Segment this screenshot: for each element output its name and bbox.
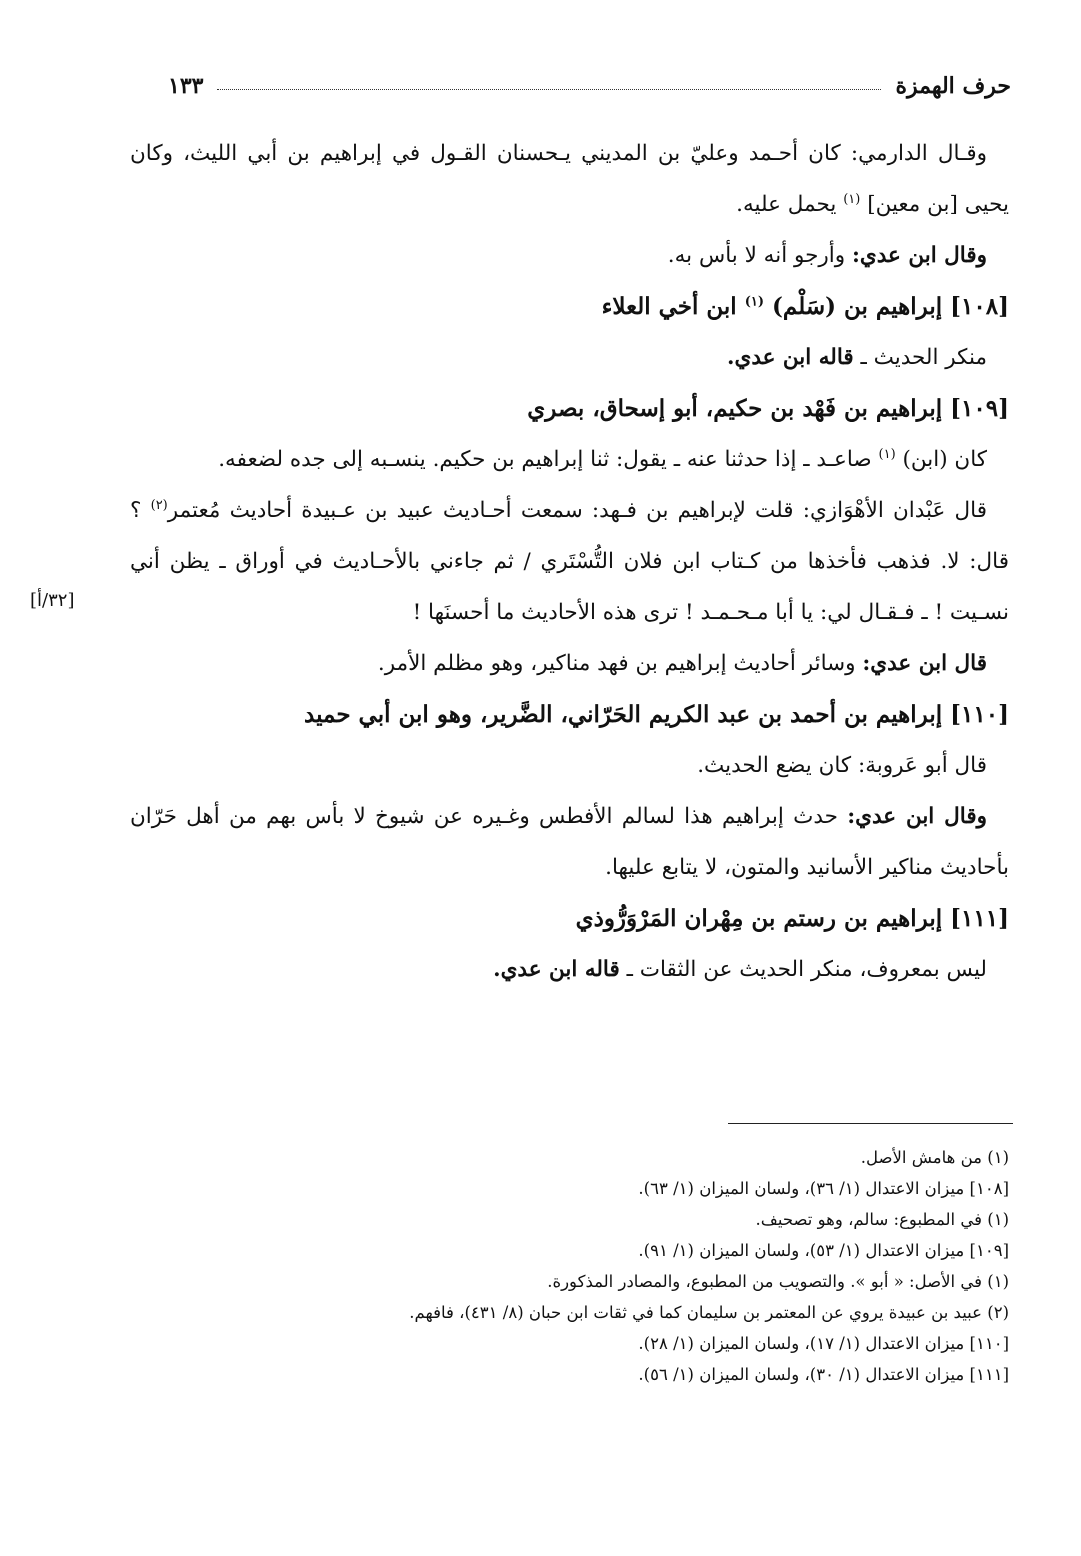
footnote-ref: (٢)	[150, 497, 168, 513]
footnote: (١) في الأصل: « أبو ». والتصويب من المطبوع، والمصادر المذكورة.	[547, 1272, 1009, 1291]
footnote: [١١١] ميزان الاعتدال (١/ ٣٠)، ولسان الميزان (١/ ٥٦).	[638, 1365, 1009, 1384]
speaker-label: وقال ابن عدي:	[851, 243, 987, 268]
footnote: (٢) عبيد بن عبيدة يروي عن المعتمر بن سليمان كما في ثقات ابن حبان (٨/ ٤٣١)، فافهم.	[409, 1303, 1009, 1322]
footnote-ref: (١)	[744, 294, 764, 310]
paragraph-108	[130, 332, 1009, 383]
footnote: [١١٠] ميزان الاعتدال (١/ ١٧)، ولسان الميزان (١/ ٢٨).	[638, 1334, 1009, 1353]
manuscript-folio-note: [٣٢/أ]	[30, 590, 75, 611]
speaker-label: قال ابن عدي:	[862, 651, 987, 676]
paragraph-text: ؟ قال: لا. فذهب فأخذها من كـتاب ابن فلان التُّسْتَري / ثم جاءني بالأحـاديث في أوراق ـ يظن أني نسـيت ! ـ فـقـال لي: يا أبا مـحـمـد ! ترى هذه الأحاديث ما أحسنَها !	[130, 498, 1009, 625]
entry-heading-108	[130, 281, 1009, 332]
paragraph-111	[130, 944, 1009, 995]
paragraph-text: يحمل عليه.	[736, 192, 837, 217]
paragraph-text: ليس بمعروف، منكر الحديث عن الثقات ـ	[626, 957, 987, 982]
paragraph-109	[130, 434, 1009, 485]
paragraph-text: منكر الحديث ـ	[860, 345, 987, 370]
footnote-separator	[728, 1123, 1013, 1124]
paragraph-text: وقـال الدارمي: كان أحـمد وعليّ بن المديني يـحسنان القـول في إبراهيم بن أبي الليث، وكان يحيى [بن معين]	[130, 141, 1009, 217]
paragraph-darimi	[130, 128, 1009, 230]
footnote: (١) من هامش الأصل.	[860, 1148, 1009, 1167]
paragraph-text: صاعـد ـ إذا حدثنا عنه ـ يقول: ثنا إبراهيم بن حكيم. ينسـبه إلى جده لضعفه.	[218, 447, 872, 472]
paragraph-text: حدث إبراهيم هذا لسالم الأفطس وغـيره عن شيوخ لا بأس بهم من أهل حَرّان بأحاديث مناكير الأسانيد والمتون، لا يتابع عليها.	[130, 804, 1009, 880]
header-rule	[217, 89, 881, 90]
entry-heading-111: [١١١] إبراهيم بن رستم بن مِهْران المَرْوَرُّوذي	[575, 905, 1009, 932]
entry-heading-109: [١٠٩] إبراهيم بن فَهْد بن حكيم، أبو إسحاق، بصري	[527, 395, 1009, 422]
paragraph-abdan	[130, 485, 1009, 638]
paragraph-text: وسائر أحاديث إبراهيم بن فهد مناكير، وهو مظلم الأمر.	[377, 651, 856, 676]
footnote-ref: (١)	[878, 446, 896, 462]
entry-title: [١٠٨] إبراهيم بن (سَلْم)	[772, 293, 1009, 320]
paragraph-text: كان (ابن)	[902, 447, 987, 472]
paragraph-ibn-adi-1	[130, 230, 1009, 281]
main-text	[130, 128, 1009, 995]
paragraph-abu-aruba: قال أبو عَروبة: كان يضع الحديث.	[697, 753, 987, 778]
speaker-label: وقال ابن عدي:	[847, 804, 987, 829]
footnote: (١) في المطبوع: سالم، وهو تصحيف.	[755, 1210, 1009, 1229]
footnotes	[130, 1142, 1009, 1390]
paragraph-text: قال عَبْدان الأهْوَازي: قلت لإبراهيم بن فـهد: سمعت أحـاديث عبيد بن عـبيدة أحاديث مُعتمر	[167, 498, 987, 523]
attribution: قاله ابن عدي.	[493, 957, 620, 982]
running-header	[168, 66, 1011, 106]
paragraph-text: وأرجو أنه لا بأس به.	[667, 243, 846, 268]
entry-heading-110: [١١٠] إبراهيم بن أحمد بن عبد الكريم الحَرّاني، الضَّرير، وهو ابن أبي حميد	[304, 701, 1009, 728]
page-number: ١٣٣	[168, 73, 204, 99]
paragraph-ibn-adi-2	[130, 638, 1009, 689]
footnote-ref: (١)	[843, 191, 861, 207]
footnote: [١٠٨] ميزان الاعتدال (١/ ٣٦)، ولسان الميزان (١/ ٦٣).	[638, 1179, 1009, 1198]
entry-title: ابن أخي العلاء	[601, 293, 737, 320]
paragraph-ibn-adi-3	[130, 791, 1009, 893]
chapter-title: حرف الهمزة	[895, 73, 1011, 99]
footnote: [١٠٩] ميزان الاعتدال (١/ ٥٣)، ولسان الميزان (١/ ٩١).	[638, 1241, 1009, 1260]
attribution: قاله ابن عدي.	[727, 345, 854, 370]
